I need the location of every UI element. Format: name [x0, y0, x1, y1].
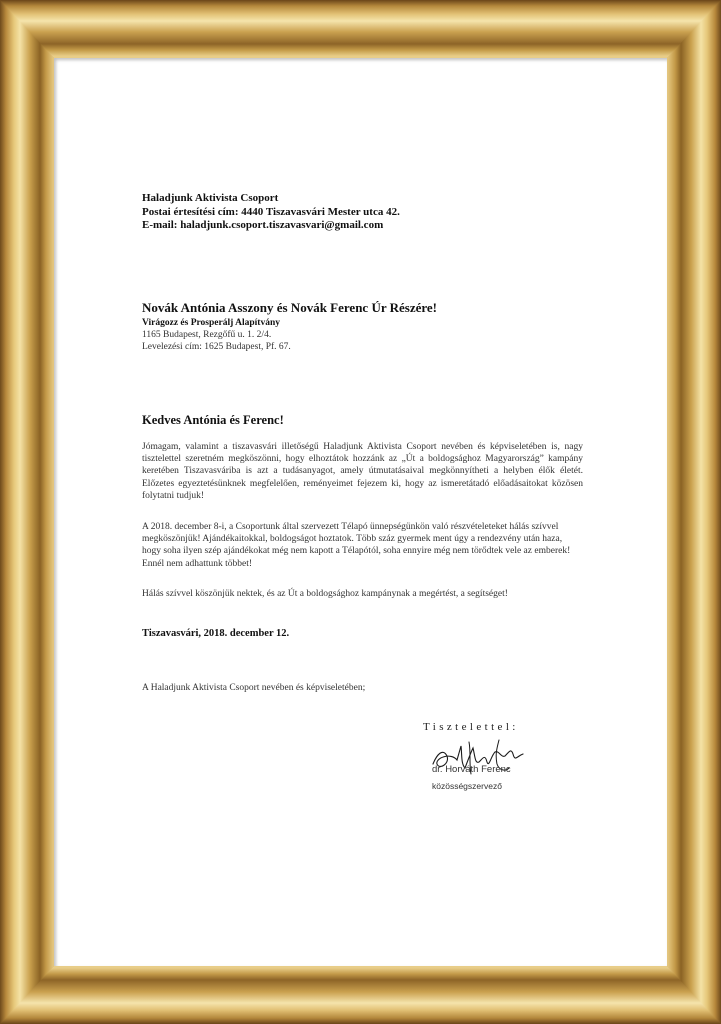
sender-address: Postai értesítési cím: 4440 Tiszavasvári Mester utca 42.	[142, 205, 400, 218]
sender-email: E-mail: haladjunk.csoport.tiszavasvari@gmail.com	[142, 219, 384, 231]
frame-bottom-edge	[0, 966, 721, 1024]
recipient-heading: Novák Antónia Asszony és Novák Ferenc Úr Részére!	[142, 300, 438, 315]
recipient-address: 1165 Budapest, Rezgőfű u. 1. 2/4.	[142, 330, 272, 340]
closing-regards: Tisztelettel:	[423, 721, 519, 733]
letter-paragraph-3: Hálás szívvel köszönjük nektek, és az Út a boldogsághoz kampánynak a megértést, a segítséget!	[142, 589, 508, 599]
letter-paragraph-1: Jómagam, valamint a tiszavasvári illetőségű Haladjunk Aktivista Csoport nevében és képviseletében is, nagy tisztelettel szeretném megköszönni, hogy elhoztátok hozzánk az „Út a boldogsághoz Magyarország” kampány keretében Tiszavasváriba is azt a tudásanyagot, amely útmutatásaival megkönnyítheti a helyben élők életét. Előzetes egyeztetésünknek megfelelően, reményeimet fejezem ki, hogy az ismeretátadó előadásaitokat közösen folytatni tudjuk!	[142, 442, 583, 501]
signer-name: dr. Horváth Ferenc	[432, 764, 511, 775]
sender-block	[142, 192, 400, 233]
salutation: Kedves Antónia és Ferenc!	[142, 413, 284, 427]
letter-date: Tiszavasvári, 2018. december 12.	[142, 628, 290, 639]
recipient-block	[142, 317, 291, 353]
recipient-mailing-address: Levelezési cím: 1625 Budapest, Pf. 67.	[142, 342, 291, 352]
frame-right-edge	[667, 0, 721, 1024]
sender-name: Haladjunk Aktivista Csoport	[142, 192, 279, 204]
letter-paragraph-2: A 2018. december 8-i, a Csoportunk által szervezett Télapó ünnepségünkön való részvételeteket hálás szívvel megköszönjük! Ajándékaitokkal, boldogságot hoztatok. Több száz gyermek ment úgy a rendezvény után haza, hogy soha ilyen szép ajándékokat még nem kapott a Télapótól, soha ennyire még nem törődtek vele az emberek! Ennél nem adhattunk többet!	[142, 522, 571, 569]
on-behalf-line: A Haladjunk Aktivista Csoport nevében és képviseletében;	[142, 683, 366, 693]
recipient-organization: Virágozz és Prosperálj Alapítvány	[142, 318, 280, 328]
frame-top-edge	[0, 0, 721, 58]
signer-role: közösségszervező	[432, 781, 502, 791]
frame-left-edge	[0, 0, 54, 1024]
